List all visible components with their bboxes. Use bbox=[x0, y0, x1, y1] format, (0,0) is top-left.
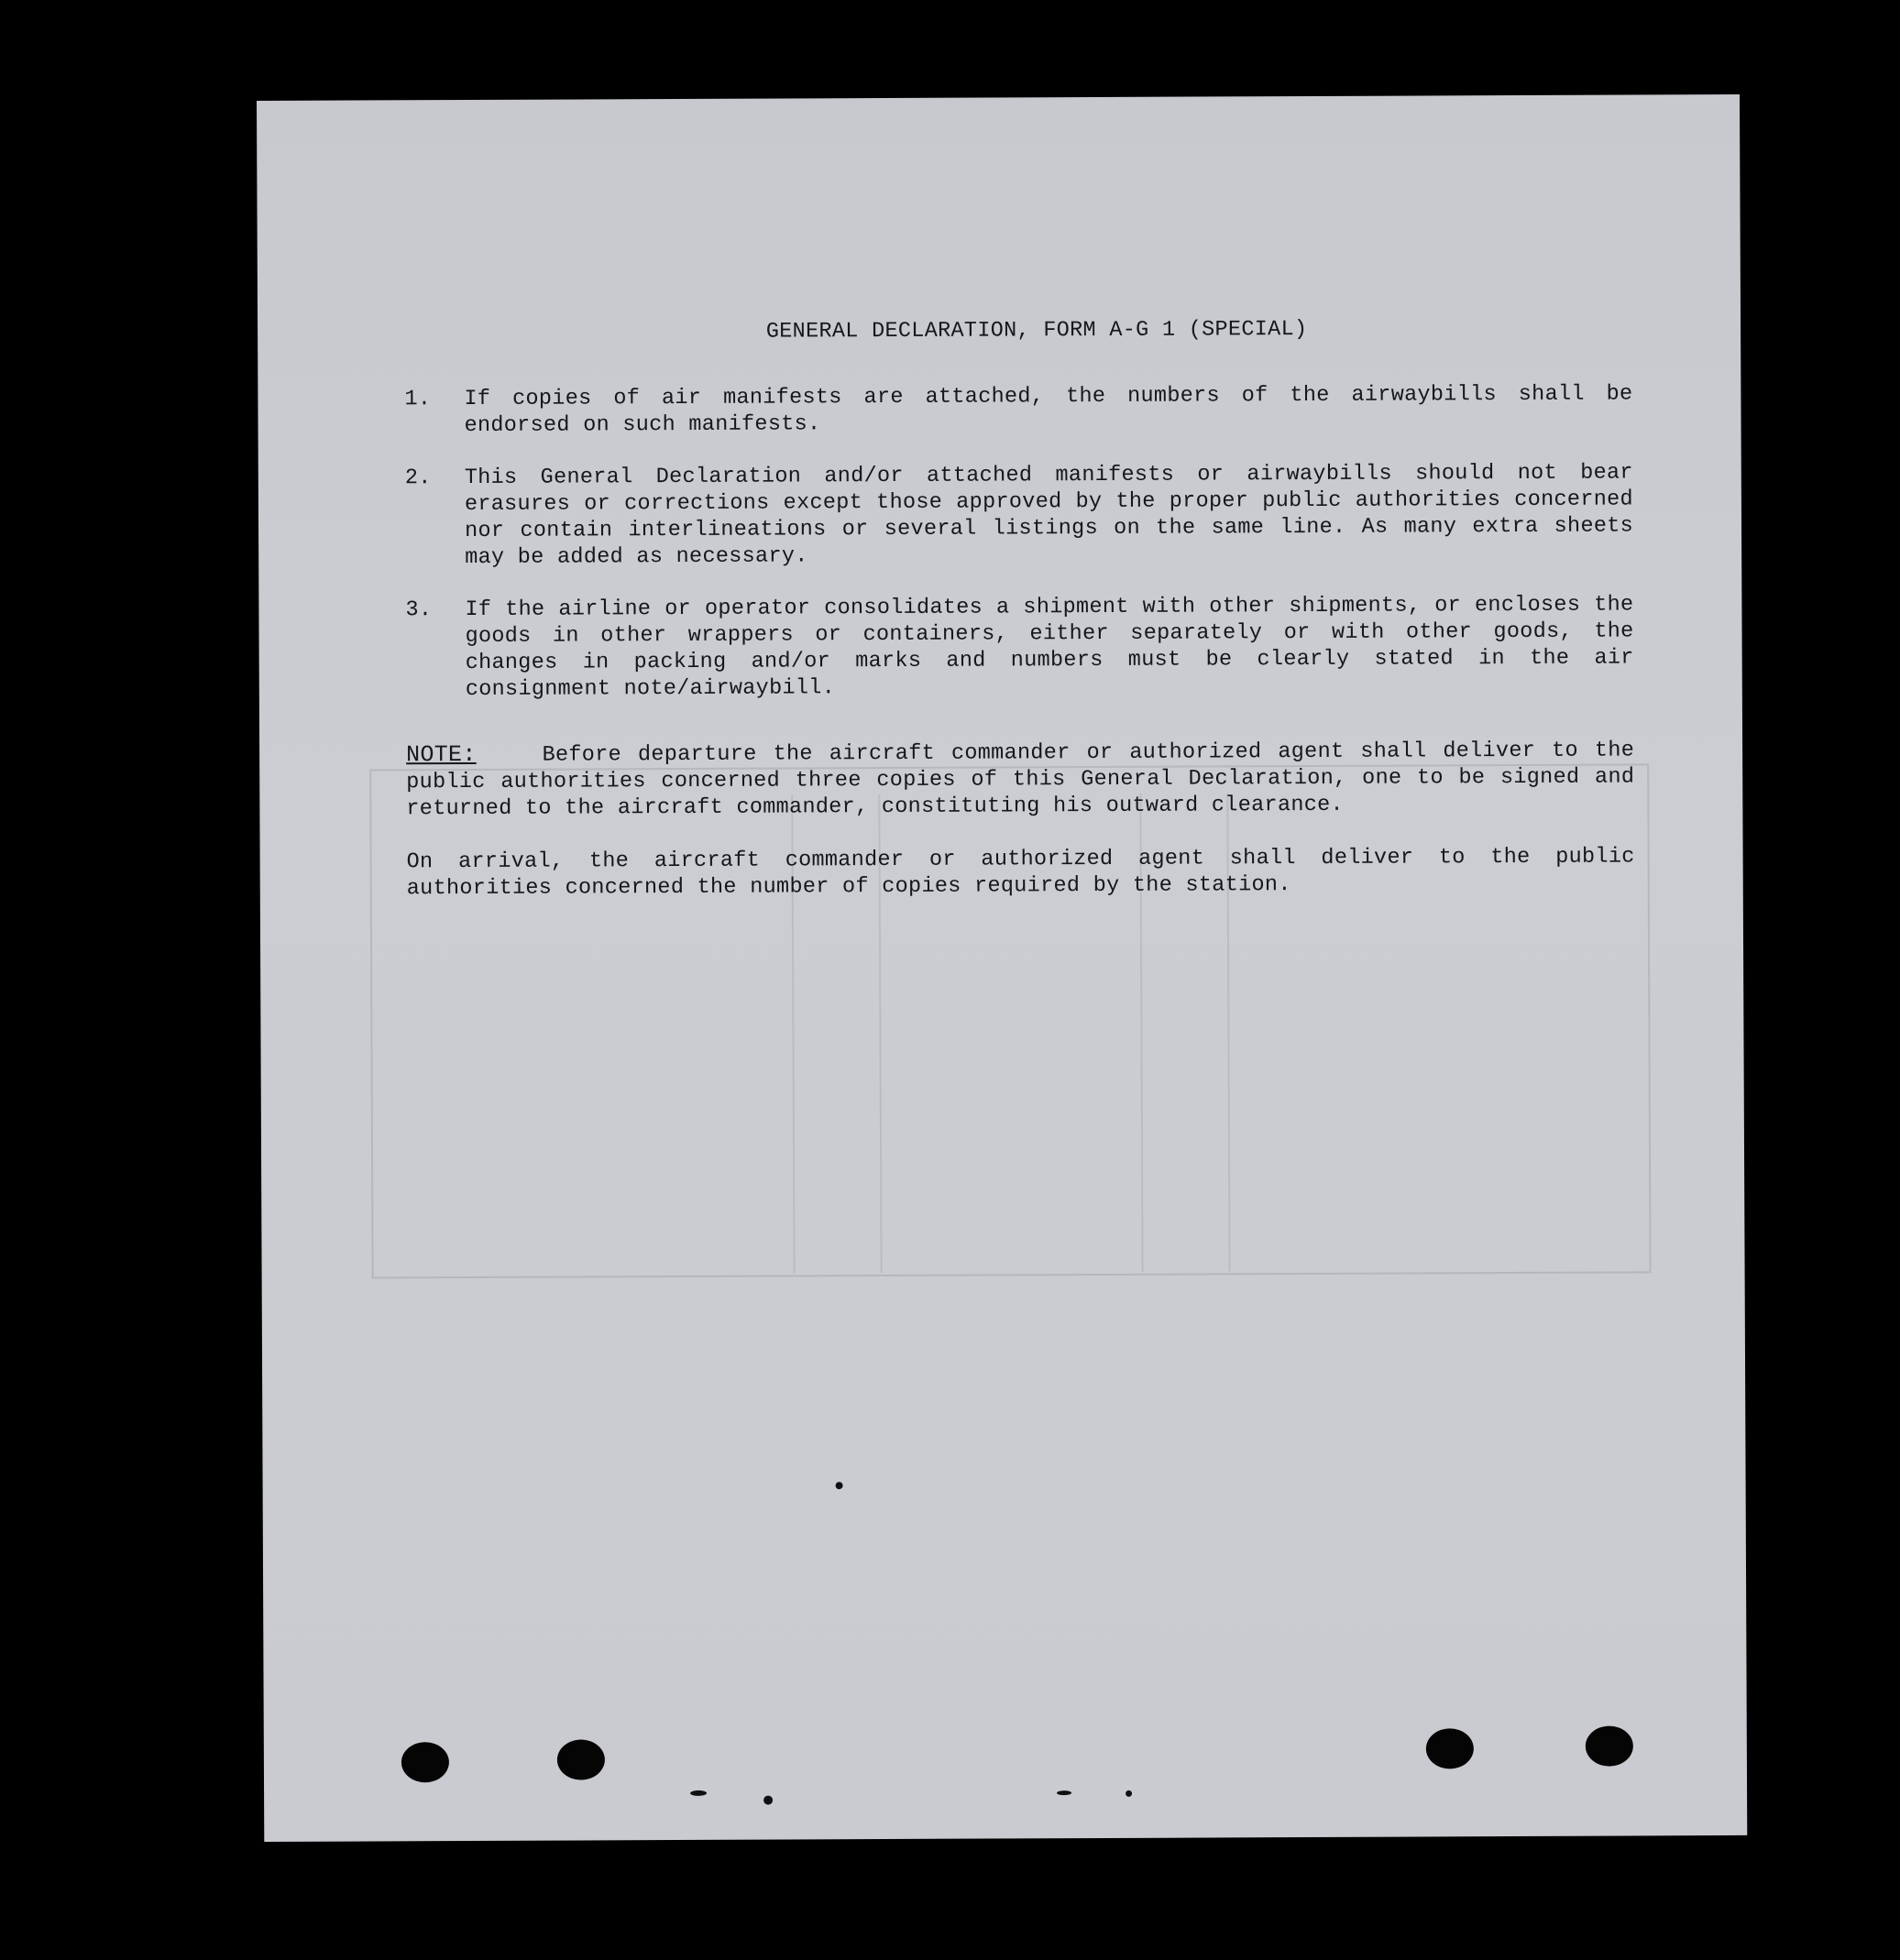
ink-speck bbox=[1126, 1790, 1132, 1797]
item-number: 1. bbox=[404, 387, 432, 412]
document-title: GENERAL DECLARATION, FORM A-G 1 (SPECIAL) bbox=[765, 317, 1308, 345]
note-text: Before departure the aircraft commander or authorized agent shall deliver to the public authorities concerned three copies of this General Declaration, one to be signed and returned to the aircraft commander, constituting his outward clearance. bbox=[406, 738, 1635, 822]
item-text: If the airline or operator consolidates a shipment with other shipments, or encloses the goods in other wrappers or containers, either separately or with other goods, the changes in packing and/or marks and numbers must be clearly stated in the air consignment note/airwaybill. bbox=[465, 592, 1634, 703]
list-item bbox=[405, 459, 1633, 571]
punch-hole bbox=[557, 1739, 605, 1779]
ink-speck bbox=[1057, 1790, 1071, 1795]
ink-speck bbox=[836, 1482, 843, 1489]
list-item bbox=[405, 591, 1633, 703]
item-text: This General Declaration and/or attached manifests or airwaybills should not bear erasures or corrections except those approved by the proper public authorities concerned nor contain interlineations or several listings on the same line. As many extra sheets may be added as necessary. bbox=[464, 460, 1634, 571]
list-item bbox=[404, 380, 1632, 439]
note-label: NOTE: bbox=[406, 740, 477, 769]
ink-speck bbox=[763, 1796, 773, 1805]
ink-speck bbox=[690, 1790, 707, 1796]
item-text: If copies of air manifests are attached, the numbers of the airwaybills shall be endorsed on such manifests. bbox=[464, 381, 1633, 439]
punch-hole bbox=[1586, 1725, 1633, 1766]
item-number: 3. bbox=[405, 597, 433, 623]
document-body bbox=[404, 314, 1635, 928]
note-paragraph bbox=[406, 736, 1634, 822]
note-paragraph: On arrival, the aircraft commander or authorized agent shall deliver to the public authorities concerned the number of copies required by the station. bbox=[406, 844, 1635, 902]
paper-sheet bbox=[257, 94, 1747, 1842]
item-number: 2. bbox=[404, 465, 432, 491]
punch-hole bbox=[1426, 1728, 1474, 1768]
punch-hole bbox=[401, 1742, 449, 1782]
note-section bbox=[406, 736, 1635, 902]
